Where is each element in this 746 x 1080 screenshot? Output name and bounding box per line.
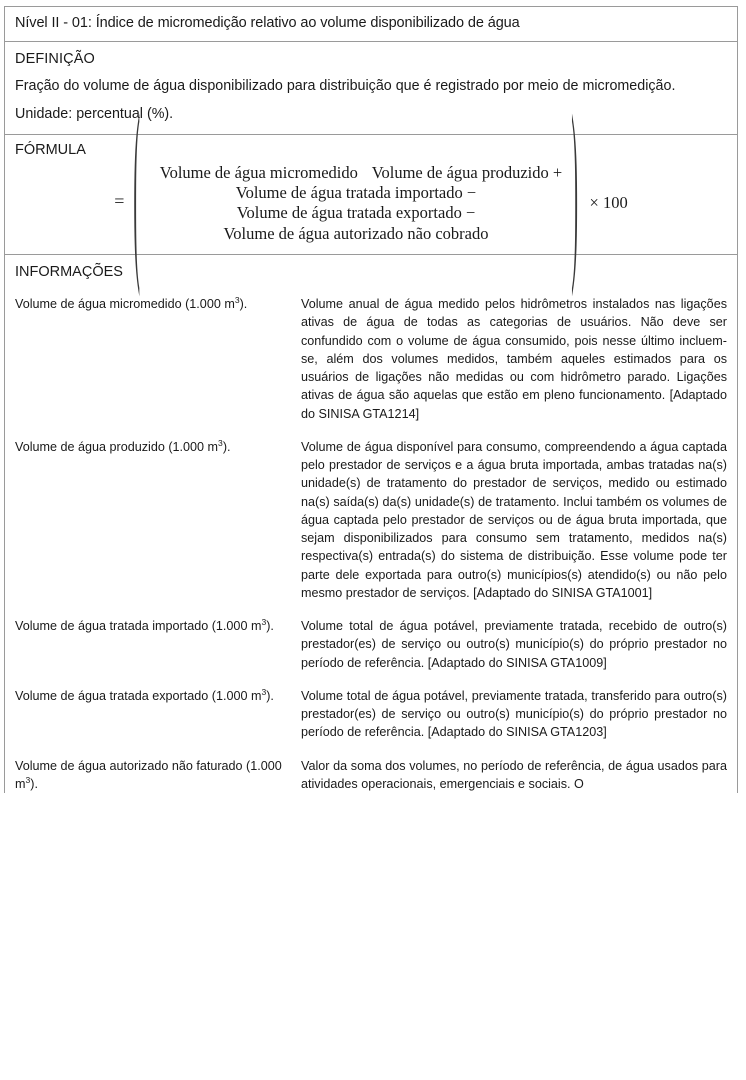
formula-denominator-line-3: Volume de água tratada exportado − (236, 203, 476, 223)
formula-multiplier: × 100 (589, 193, 628, 213)
info-description: Volume de água disponível para consumo, compreendendo a água captada pelo prestador de serviços e a água bruta importada, ambas tratadas na(s) unidade(s) de tratamento do prestador de serviços, medido ou estimado na(s) saída(s) da(s) unidade(s) de tratamento. Inclui também os volumes de água captada pelo prestador de serviços ou de água bruta importada, que sejam disponibilizados para consumo sem tratamento, medidos na(s) respectiva(s) entrada(s) do sistema de distribuição. Esse volume pode ter parte dele exportada para outro(s) municípios(s) atendido(s) ou não pelo mesmo prestador de serviços. [Adaptado do SINISA GTA1001] (301, 439, 727, 600)
definition-text: Fração do volume de água disponibilizado para distribuição que é registrado por meio de micromedição. (15, 78, 676, 95)
definition-section (5, 42, 737, 135)
information-section (5, 255, 737, 793)
info-term-suffix: ). (222, 439, 231, 454)
sheet-title-row (5, 7, 737, 42)
info-term (15, 757, 301, 794)
formula-numerator: Volume de água micromedido (159, 163, 358, 183)
cubic-meter-superscript: 3 (234, 294, 240, 305)
info-term-prefix: Volume de água produzido (1.000 m (15, 439, 219, 454)
left-paren-glyph: ( (133, 90, 141, 305)
info-item (15, 617, 727, 672)
info-term (15, 295, 301, 313)
info-term (15, 617, 301, 635)
definition-unit: Unidade: percentual (%). (15, 105, 174, 122)
info-term-suffix: ). (30, 776, 38, 791)
page-title: Nível II - 01: Índice de micromedição relativo ao volume disponibilizado de água (15, 15, 520, 31)
right-paren-glyph: ) (571, 90, 579, 305)
info-item (15, 438, 727, 602)
info-term-prefix: Volume de água autorizado não faturado (1.000 m (15, 758, 282, 791)
formula-denominator-line-1: Volume de água produzido + (371, 163, 563, 183)
info-term-prefix: Volume de água tratada exportado (1.000 m (15, 688, 262, 703)
equals-sign: = (114, 190, 125, 211)
indicator-sheet (4, 6, 738, 793)
info-term-suffix: ). (266, 619, 274, 634)
info-item (15, 295, 727, 423)
info-term-suffix: ). (266, 688, 274, 703)
definition-heading: DEFINIÇÃO (15, 50, 95, 67)
information-heading: INFORMAÇÕES (15, 263, 123, 280)
info-term (15, 687, 301, 705)
formula-heading: FÓRMULA (15, 141, 86, 158)
info-description: Volume total de água potável, previamente tratada, transferido para outro(s) prestador(es) de serviço ou outro(s) município(s) do próprio prestador no período de referência. [Adaptado do SINISA GTA1203] (301, 688, 727, 740)
info-item (15, 687, 727, 742)
formula-denominator-line-2: Volume de água tratada importado − (235, 183, 477, 203)
info-term-prefix: Volume de água tratada importado (1.000 m (15, 619, 262, 634)
cubic-meter-superscript: 3 (218, 437, 223, 448)
cubic-meter-superscript: 3 (261, 686, 267, 697)
info-item (15, 757, 727, 794)
info-description: Volume total de água potável, previamente tratada, recebido de outro(s) prestador(es) de serviço ou outro(s) município(s) do próprio prestador no período de referência. [Adaptado do SINISA GTA1009] (301, 619, 727, 670)
info-term-suffix: ). (239, 297, 248, 312)
formula-fraction (144, 163, 568, 244)
info-term-prefix: Volume de água micromedido (1.000 m (15, 297, 235, 312)
cubic-meter-superscript: 3 (261, 616, 267, 627)
info-description: Volume anual de água medido pelos hidrômetros instalados nas ligações ativas de água de todas as categorias de usuários. Não deve ser confundido com o volume de água consumido, pois nesse último incluem-se, além dos volumes medidos, também aqueles estimados para os usuários de ligações não medidas ou com hidrômetro parado. Ligações ativas de água são aquelas que estão em pleno funcionamento. [Adaptado do SINISA GTA1214] (301, 297, 727, 421)
info-description: Valor da soma dos volumes, no período de referência, de água usados para atividades operacionais, emergenciais e sociais. O (301, 758, 727, 791)
cubic-meter-superscript: 3 (25, 774, 31, 785)
formula-denominator-line-4: Volume de água autorizado não cobrado (223, 223, 489, 243)
info-term (15, 438, 301, 456)
